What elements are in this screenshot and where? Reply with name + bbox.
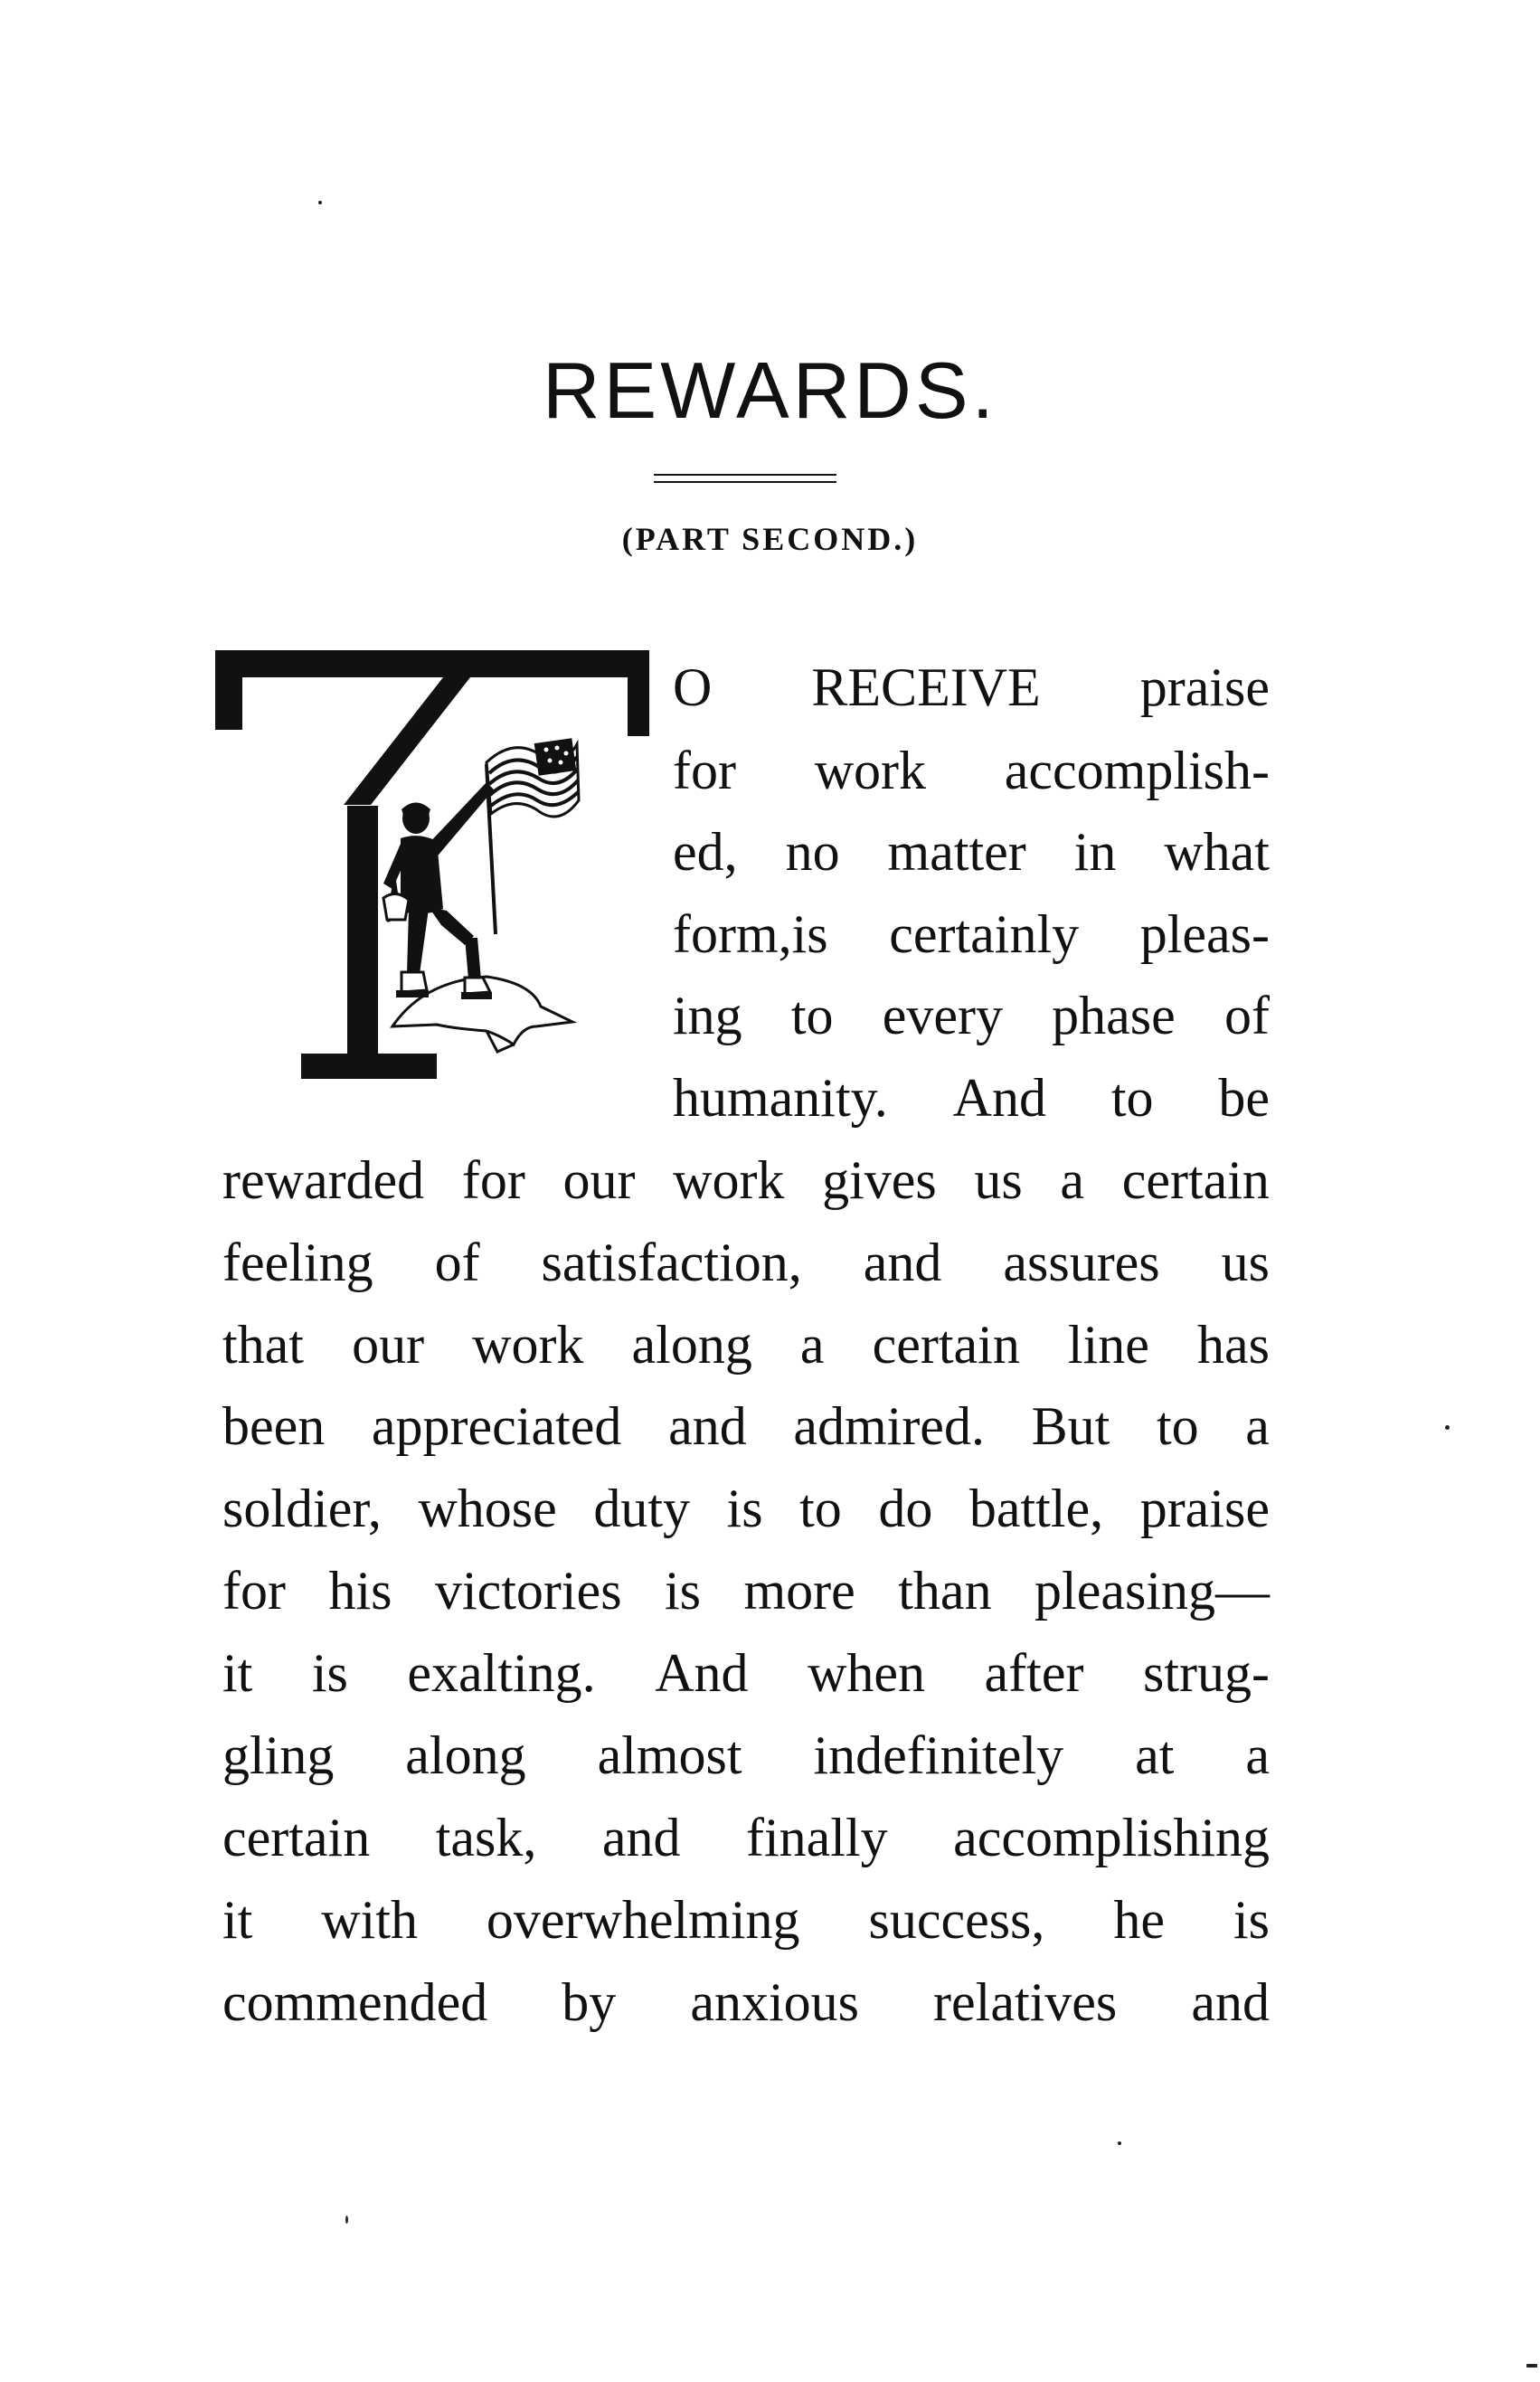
word: phase	[1052, 986, 1176, 1045]
word: along	[405, 1725, 526, 1785]
word: a	[1060, 1150, 1085, 1210]
word: for	[461, 1150, 525, 1210]
word: and	[601, 1808, 681, 1867]
word: for	[673, 741, 736, 800]
word: been	[222, 1396, 326, 1456]
word: relatives	[933, 1972, 1118, 2032]
word: certain	[1121, 1150, 1270, 1210]
word: line	[1067, 1315, 1149, 1375]
word: assures	[1003, 1233, 1160, 1292]
word: ing	[673, 986, 742, 1045]
word: us	[974, 1150, 1023, 1210]
word: he	[1113, 1890, 1166, 1950]
word: of	[1223, 986, 1270, 1045]
word: work	[472, 1315, 584, 1375]
page-title: REWARDS.	[543, 345, 997, 435]
word: But	[1031, 1396, 1110, 1456]
word: And	[655, 1643, 749, 1703]
word: gives	[822, 1150, 937, 1210]
drop-cap-diagonal-brace	[344, 677, 470, 805]
word: is	[665, 1561, 702, 1621]
word: our	[352, 1315, 425, 1375]
word: our	[562, 1150, 636, 1210]
drop-cap-right-serif	[628, 650, 649, 736]
scan-speck	[1526, 2364, 1537, 2368]
word: work	[814, 741, 927, 800]
word: ed,	[673, 822, 738, 882]
word: humanity.	[673, 1068, 888, 1128]
text-line	[673, 1068, 1270, 1128]
word: certain	[872, 1315, 1020, 1375]
word: certain	[222, 1808, 371, 1867]
word: anxious	[690, 1972, 859, 2032]
word: and	[1191, 1972, 1270, 2032]
word: is	[1233, 1890, 1270, 1950]
text-line	[222, 1396, 1270, 1456]
word: is	[311, 1643, 348, 1703]
soldier-figure	[383, 782, 494, 999]
word: to	[799, 1479, 842, 1538]
word: to	[1156, 1396, 1199, 1456]
text-line	[222, 1810, 1270, 1865]
text-line	[673, 904, 1270, 964]
word: after	[984, 1643, 1084, 1703]
word: matter	[887, 822, 1026, 882]
drop-cap-left-serif	[215, 650, 242, 730]
word: form,is	[673, 904, 828, 964]
word: that	[222, 1315, 304, 1375]
word: for	[222, 1561, 286, 1621]
word: victories	[434, 1561, 622, 1621]
text-line	[222, 1481, 1270, 1536]
word: admired.	[793, 1396, 985, 1456]
word: be	[1218, 1068, 1270, 1128]
word: with	[321, 1890, 418, 1950]
word: exalting.	[407, 1643, 596, 1703]
word: a	[1245, 1396, 1270, 1456]
page-subtitle: (PART SECOND.)	[621, 521, 919, 557]
word: task,	[435, 1808, 537, 1867]
text-line	[222, 1235, 1270, 1290]
flag-icon	[487, 738, 579, 817]
word: at	[1135, 1725, 1175, 1785]
word: gling	[222, 1725, 335, 1785]
scan-speck	[318, 201, 322, 204]
text-line	[222, 1150, 1270, 1210]
text-line	[222, 1643, 1270, 1703]
text-line	[673, 743, 1270, 798]
drop-cap-top-bar	[215, 650, 649, 677]
drop-cap-t-illustration	[215, 647, 658, 1099]
word: it	[222, 1643, 253, 1703]
word: to	[1110, 1068, 1154, 1128]
word: more	[743, 1561, 855, 1621]
word: rewarded	[222, 1150, 425, 1210]
word: do	[878, 1479, 933, 1538]
word: and	[863, 1233, 942, 1292]
word: no	[785, 822, 840, 882]
word: every	[882, 986, 1003, 1045]
word: by	[562, 1972, 617, 2032]
word: indefinitely	[813, 1725, 1064, 1785]
word: praise	[1139, 1479, 1270, 1538]
text-line	[673, 657, 1270, 717]
scan-speck	[1118, 2141, 1121, 2145]
word: duty	[593, 1479, 690, 1538]
word: work	[673, 1150, 785, 1210]
text-line	[222, 1561, 1270, 1621]
word: soldier,	[222, 1479, 382, 1538]
word: And	[952, 1068, 1046, 1128]
word: O	[673, 657, 713, 717]
text-line	[222, 1725, 1270, 1785]
word: of	[434, 1233, 480, 1292]
word: a	[1245, 1725, 1270, 1785]
word: pleas-	[1139, 904, 1270, 964]
word: battle,	[968, 1479, 1104, 1538]
word: whose	[418, 1479, 557, 1538]
text-line	[222, 1972, 1270, 2032]
word: in	[1073, 822, 1117, 882]
word: it	[222, 1890, 253, 1950]
text-line	[673, 988, 1270, 1043]
scan-speck	[1445, 1425, 1450, 1430]
title-double-rule	[654, 474, 836, 483]
text-line	[222, 1890, 1270, 1950]
word: us	[1221, 1233, 1270, 1292]
word: strug-	[1142, 1643, 1270, 1703]
word: appreciated	[371, 1396, 622, 1456]
word: and	[668, 1396, 747, 1456]
drop-cap-stem	[347, 806, 378, 1068]
word: finally	[745, 1808, 888, 1867]
word: a	[799, 1315, 825, 1375]
scan-speck	[345, 2216, 348, 2224]
word: feeling	[222, 1233, 373, 1292]
word: almost	[597, 1725, 742, 1785]
text-line	[222, 1315, 1270, 1375]
word: RECEIVE	[811, 657, 1041, 717]
word: what	[1164, 822, 1270, 882]
word: when	[808, 1643, 926, 1703]
word: commended	[222, 1972, 488, 2032]
word: than	[898, 1561, 992, 1621]
word: satisfaction,	[541, 1233, 802, 1292]
word: pleasing—	[1035, 1561, 1270, 1621]
word: to	[790, 986, 834, 1045]
text-line	[673, 822, 1270, 882]
word: success,	[868, 1890, 1045, 1950]
word: certainly	[889, 904, 1080, 964]
word: accomplishing	[953, 1808, 1270, 1867]
word: has	[1196, 1315, 1270, 1375]
word: accomplish-	[1004, 741, 1270, 800]
word: is	[726, 1479, 763, 1538]
drop-cap-foot	[301, 1054, 437, 1079]
word: his	[328, 1561, 392, 1621]
word: along	[631, 1315, 752, 1375]
word: overwhelming	[486, 1890, 800, 1950]
word: praise	[1139, 657, 1270, 717]
